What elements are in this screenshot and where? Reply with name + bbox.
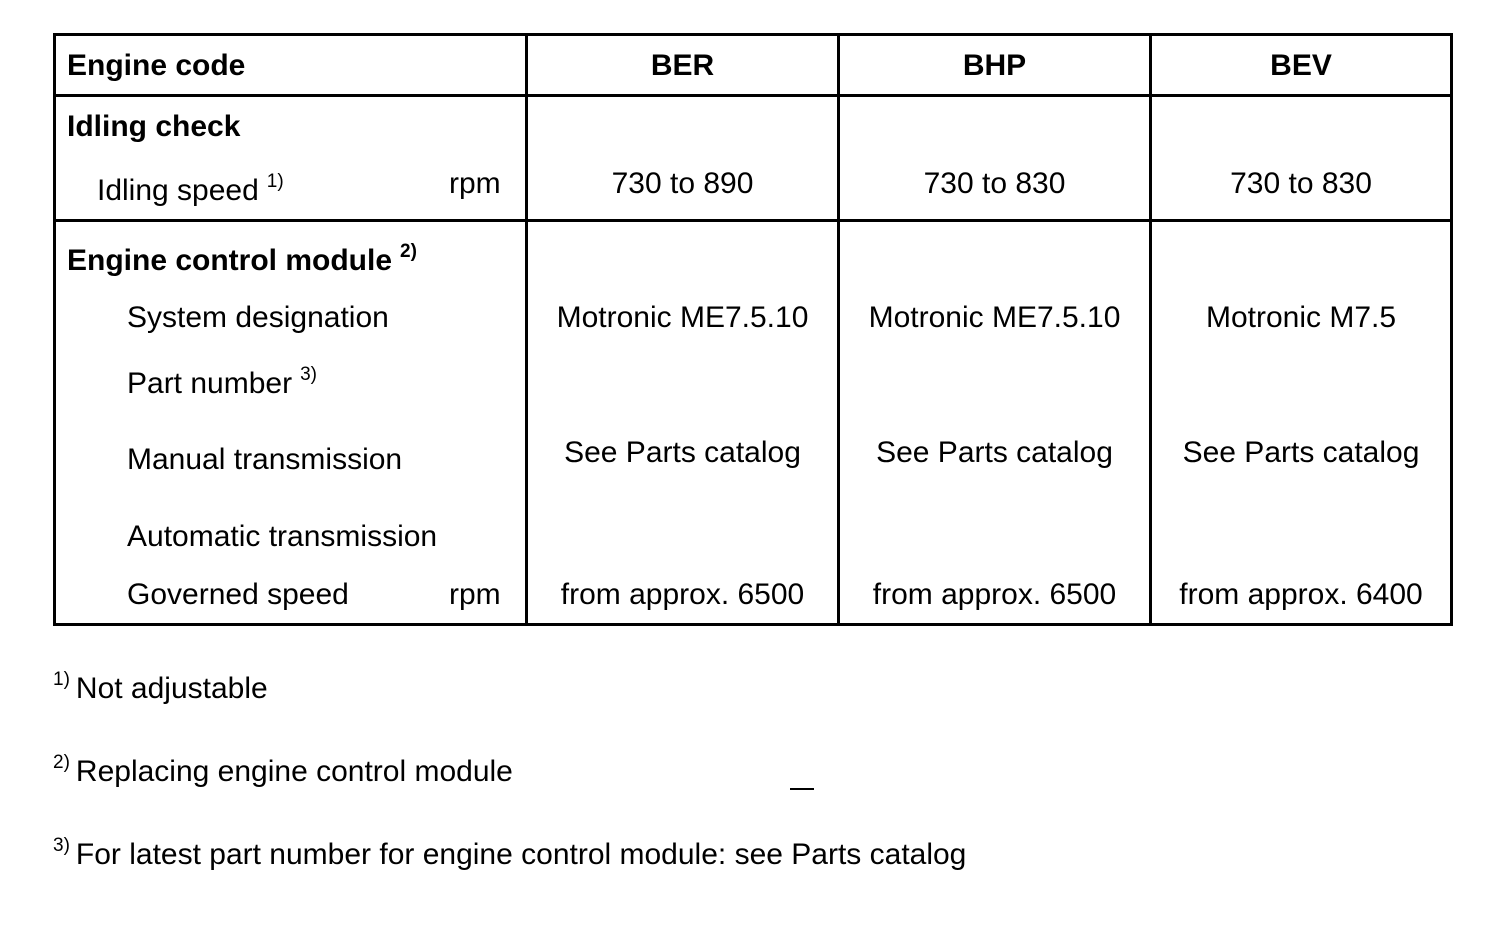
part-number-label (127, 364, 317, 405)
footnote-3-text: For latest part number for engine control module: see Parts catalog (75, 838, 967, 871)
footnote-2-ref: 2) (53, 752, 70, 773)
system-designation-label: System designation (127, 301, 389, 334)
parts-catalog-bhp: See Parts catalog (876, 436, 1113, 469)
footnote-3-ref: 3) (53, 835, 70, 856)
governed-speed-ber: from approx. 6500 (560, 578, 805, 611)
part-number-text: Part number (127, 367, 293, 400)
engine-code-label: Engine code (67, 49, 246, 82)
ecm-heading-text: Engine control module (67, 244, 393, 277)
stray-underline-mark (790, 788, 814, 790)
column-header-ber: BER (650, 49, 715, 82)
footnote-3 (53, 835, 967, 876)
footnote-2-link[interactable]: Replacing engine control module (75, 755, 513, 788)
column-header-bev: BEV (1270, 49, 1332, 82)
engine-spec-table (53, 33, 1453, 626)
footnote-1-ref: 1) (53, 669, 70, 690)
footnote-ref-3: 3) (300, 364, 317, 385)
automatic-transmission-label: Automatic transmission (127, 520, 438, 553)
manual-transmission-label: Manual transmission (127, 443, 403, 476)
footnote-1-text: Not adjustable (75, 672, 268, 705)
idling-speed-text: Idling speed (97, 174, 259, 207)
idling-check-heading: Idling check (67, 110, 241, 143)
footnote-1 (53, 669, 268, 710)
governed-speed-bev: from approx. 6400 (1179, 578, 1423, 611)
system-designation-bev: Motronic M7.5 (1205, 301, 1397, 334)
parts-catalog-bev: See Parts catalog (1182, 436, 1420, 469)
system-designation-ber: Motronic ME7.5.10 (556, 301, 809, 334)
column-header-bhp: BHP (962, 49, 1027, 82)
idling-speed-ber: 730 to 890 (611, 167, 754, 200)
footnote-ref-1: 1) (266, 171, 284, 192)
governed-speed-label: Governed speed (127, 578, 349, 611)
parts-catalog-ber: See Parts catalog (564, 436, 801, 469)
idling-speed-label (97, 171, 284, 212)
row-divider (56, 219, 1450, 222)
footnote-ref-2: 2) (400, 241, 417, 262)
governed-speed-unit: rpm (449, 578, 501, 611)
row-divider (56, 94, 1450, 97)
ecm-heading (67, 241, 417, 282)
idling-speed-bev: 730 to 830 (1230, 167, 1372, 200)
idling-speed-bhp: 730 to 830 (923, 167, 1066, 200)
footnote-2 (53, 752, 513, 793)
governed-speed-bhp: from approx. 6500 (872, 578, 1117, 611)
idling-speed-unit: rpm (449, 167, 501, 200)
system-designation-bhp: Motronic ME7.5.10 (868, 301, 1121, 334)
